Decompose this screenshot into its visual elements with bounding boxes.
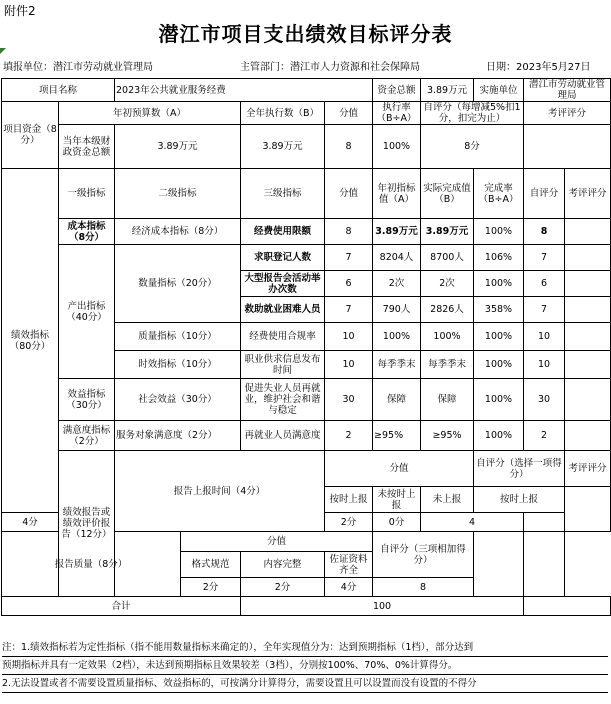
time-level2: 时效指标（10分） [115, 351, 241, 379]
quality-actual[interactable]: 100% [421, 323, 474, 351]
quality-score[interactable]: 10 [325, 323, 373, 351]
cost-completion[interactable]: 100% [474, 219, 524, 245]
social-actual[interactable]: 保障 [421, 379, 474, 421]
quality-completion[interactable]: 100% [474, 323, 524, 351]
total-value[interactable]: 100 [241, 597, 524, 616]
funds-row-label: 当年本级财政资金总额 [59, 125, 115, 169]
satis-level2: 服务对象满意度（2分） [115, 421, 241, 451]
time-completion[interactable]: 100% [474, 351, 524, 379]
time-opt-none: 未上报 [421, 487, 474, 513]
h-level3: 三级指标 [241, 169, 325, 219]
cell-comment-marker [0, 48, 6, 54]
project-name-label: 项目名称 [2, 79, 115, 102]
report-time-label: 报告上报时间（4分） [115, 451, 325, 532]
time-selected[interactable]: 按时上报 [474, 487, 565, 513]
h-level2: 二级指标 [115, 169, 241, 219]
q2-self[interactable]: 6 [524, 271, 565, 297]
report-quality-self-label: 自评分（三项相加得分） [373, 532, 474, 578]
q-opt-format: 格式规范 [181, 552, 241, 578]
total-amount[interactable]: 3.89万元 [421, 79, 474, 102]
q1-completion[interactable]: 106% [474, 245, 524, 271]
funds-row [2, 125, 611, 169]
h-perf-self: 自评分 [524, 169, 565, 219]
perf-row-cost [2, 219, 611, 245]
qty-level2: 数量指标（20分） [115, 245, 241, 323]
perf-row-q1 [2, 245, 611, 271]
h-score: 分值 [325, 102, 373, 125]
q-score-evidence: 4分 [325, 578, 373, 597]
note-line-3: 2.无法设置或者不需要设置质量指标、效益指标的，可按满分计算得分，需要设置且可以设置而没有设置的不得分 [2, 675, 608, 693]
funds-review[interactable] [524, 125, 611, 169]
annex-label: 附件2 [4, 4, 36, 18]
social-review[interactable] [565, 379, 611, 421]
q3-target[interactable]: 790人 [373, 297, 421, 323]
perf-row-satis [2, 421, 611, 451]
h-actual: 实际完成值（B） [421, 169, 474, 219]
q2-review[interactable] [565, 271, 611, 297]
quality-level2: 质量指标（10分） [115, 323, 241, 351]
report-time-review-label: 考评评分 [565, 451, 611, 487]
q1-actual[interactable]: 8700人 [421, 245, 474, 271]
report-quality-review[interactable] [474, 532, 524, 597]
funds-section: 项目资金（8分） [2, 102, 59, 169]
q-self-score[interactable]: 8 [373, 578, 474, 597]
q1-score[interactable]: 7 [325, 245, 373, 271]
satis-level1: 满意度指标（2分） [59, 421, 115, 451]
q3-score[interactable]: 7 [325, 297, 373, 323]
q-opt-evidence: 佐证资料齐全 [325, 552, 373, 578]
total-label: 合计 [2, 597, 241, 616]
satis-target[interactable]: ≥95% [373, 421, 421, 451]
q3-self[interactable]: 7 [524, 297, 565, 323]
q3-completion[interactable]: 358% [474, 297, 524, 323]
time-score-ontime: 4分 [2, 513, 59, 532]
perf-row-social [2, 379, 611, 421]
score-table [1, 78, 611, 616]
impl-unit[interactable]: 潜江市劳动就业管理局 [524, 79, 611, 102]
funds-score[interactable]: 8 [325, 125, 373, 169]
q3-actual[interactable]: 2826人 [421, 297, 474, 323]
q2-score[interactable]: 6 [325, 271, 373, 297]
cost-self[interactable]: 8 [524, 219, 565, 245]
time-self[interactable]: 10 [524, 351, 565, 379]
cost-level3: 经费使用限额 [241, 219, 325, 245]
h-rate: 执行率（B÷A） [373, 102, 421, 125]
time-level3: 职业供求信息发布时间 [241, 351, 325, 379]
fill-date: 日期：2023年5月27日 [486, 62, 591, 73]
h-perf-score: 分值 [325, 169, 373, 219]
report-time-review-blank[interactable] [565, 487, 611, 532]
satis-self[interactable]: 2 [524, 421, 565, 451]
perf-header-row [2, 169, 611, 219]
cost-target[interactable]: 3.89万元 [373, 219, 421, 245]
impl-unit-label: 实施单位 [474, 79, 524, 102]
quality-level3: 经费使用合规率 [241, 323, 325, 351]
cost-level2: 经济成本指标（8分） [115, 219, 241, 245]
perf-section: 绩效指标（80分） [2, 169, 59, 513]
report-time-self-label: 自评分（选择一项得分） [474, 451, 565, 487]
h-exec: 全年执行数（B） [241, 102, 325, 125]
q-opt-content: 内容完整 [241, 552, 325, 578]
q1-review[interactable] [565, 245, 611, 271]
social-self[interactable]: 30 [524, 379, 565, 421]
report-quality-label: 报告质量（8分） [2, 532, 181, 597]
cost-actual[interactable]: 3.89万元 [421, 219, 474, 245]
cost-level1: 成本指标（8分） [59, 219, 115, 245]
funds-exec[interactable]: 3.89万元 [241, 125, 325, 169]
total-review[interactable] [524, 597, 611, 616]
quality-review[interactable] [565, 323, 611, 351]
time-actual[interactable]: 每季季末 [421, 351, 474, 379]
q-score-content: 2分 [241, 578, 325, 597]
social-target[interactable]: 保障 [373, 379, 421, 421]
time-self-score[interactable]: 4 [421, 513, 524, 532]
social-level2: 社会效益（30分） [115, 379, 241, 421]
cost-review[interactable] [565, 219, 611, 245]
project-name[interactable]: 2023年公共就业服务经费 [115, 79, 373, 102]
satis-level3: 再就业人员满意度 [241, 421, 325, 451]
h-completion: 完成率（B÷A） [474, 169, 524, 219]
h-perf-review: 考评评分 [565, 169, 611, 219]
q2-completion[interactable]: 100% [474, 271, 524, 297]
h-level1: 一级指标 [59, 169, 115, 219]
q2-actual[interactable]: 2次 [421, 271, 474, 297]
q1-self[interactable]: 7 [524, 245, 565, 271]
time-score-late: 2分 [325, 513, 373, 532]
quality-self[interactable]: 10 [524, 323, 565, 351]
satis-review[interactable] [565, 421, 611, 451]
satis-score[interactable]: 2 [325, 421, 373, 451]
h-target: 年初指标值（A） [373, 169, 421, 219]
report-quality-score-label: 分值 [181, 532, 373, 552]
h-budget: 年初预算数（A） [59, 102, 241, 125]
funds-self[interactable]: 8分 [421, 125, 524, 169]
report-time-score-label: 分值 [325, 451, 474, 487]
total-row [2, 597, 611, 616]
note-line-1: 注：1.绩效指标若为定性指标（指不能用数量指标来确定的），全年实现值分为：达到预期指标（1档），部分达到 [2, 639, 608, 657]
funds-rate[interactable]: 100% [373, 125, 421, 169]
funds-header-row [2, 102, 611, 125]
project-row [2, 79, 611, 102]
q3-level3: 救助就业困难人员 [241, 297, 325, 323]
q2-target[interactable]: 2次 [373, 271, 421, 297]
h-review: 考评评分 [524, 102, 611, 125]
benefit-level1: 效益指标（30分） [59, 379, 115, 421]
note-line-2: 预期指标并具有一定效果（2档），未达到预期指标且效果较差（3档），分别按100%、70%、0%计算得分。 [2, 657, 608, 675]
q-score-format: 2分 [181, 578, 241, 597]
social-completion[interactable]: 100% [474, 379, 524, 421]
h-self: 自评分（每增减5%扣1分，扣完为止） [421, 102, 524, 125]
report-time-header [2, 451, 611, 487]
social-score[interactable]: 30 [325, 379, 373, 421]
notes [2, 639, 608, 693]
funds-budget[interactable]: 3.89万元 [115, 125, 241, 169]
time-opt-ontime: 按时上报 [325, 487, 373, 513]
q2-level3: 大型报告会活动举办次数 [241, 271, 325, 297]
satis-completion[interactable]: 100% [474, 421, 524, 451]
satis-actual[interactable]: ≥95% [421, 421, 474, 451]
time-score-none: 0分 [373, 513, 421, 532]
page-title: 潜江市项目支出绩效目标评分表 [158, 22, 453, 46]
quality-target[interactable]: 100% [373, 323, 421, 351]
time-score[interactable]: 10 [325, 351, 373, 379]
q1-level3: 求职登记人数 [241, 245, 325, 271]
supervising-department: 主管部门：潜江市人力资源和社会保障局 [240, 62, 420, 73]
filler-unit: 填报单位：潜江市劳动就业管理局 [3, 62, 153, 73]
q1-target[interactable]: 8204人 [373, 245, 421, 271]
q3-review[interactable] [565, 297, 611, 323]
time-review[interactable] [565, 351, 611, 379]
total-amount-label: 资金总额 [373, 79, 421, 102]
time-target[interactable]: 每季季末 [373, 351, 421, 379]
report-quality-review-2[interactable] [524, 532, 565, 597]
output-level1: 产出指标（40分） [59, 245, 115, 379]
cost-score[interactable]: 8 [325, 219, 373, 245]
time-opt-late: 未按时上报 [373, 487, 421, 513]
report-section: 绩效报告或绩效评价报告（12分） [59, 451, 115, 597]
social-level3: 促进失业人员再就业，维护社会和谐与稳定 [241, 379, 325, 421]
